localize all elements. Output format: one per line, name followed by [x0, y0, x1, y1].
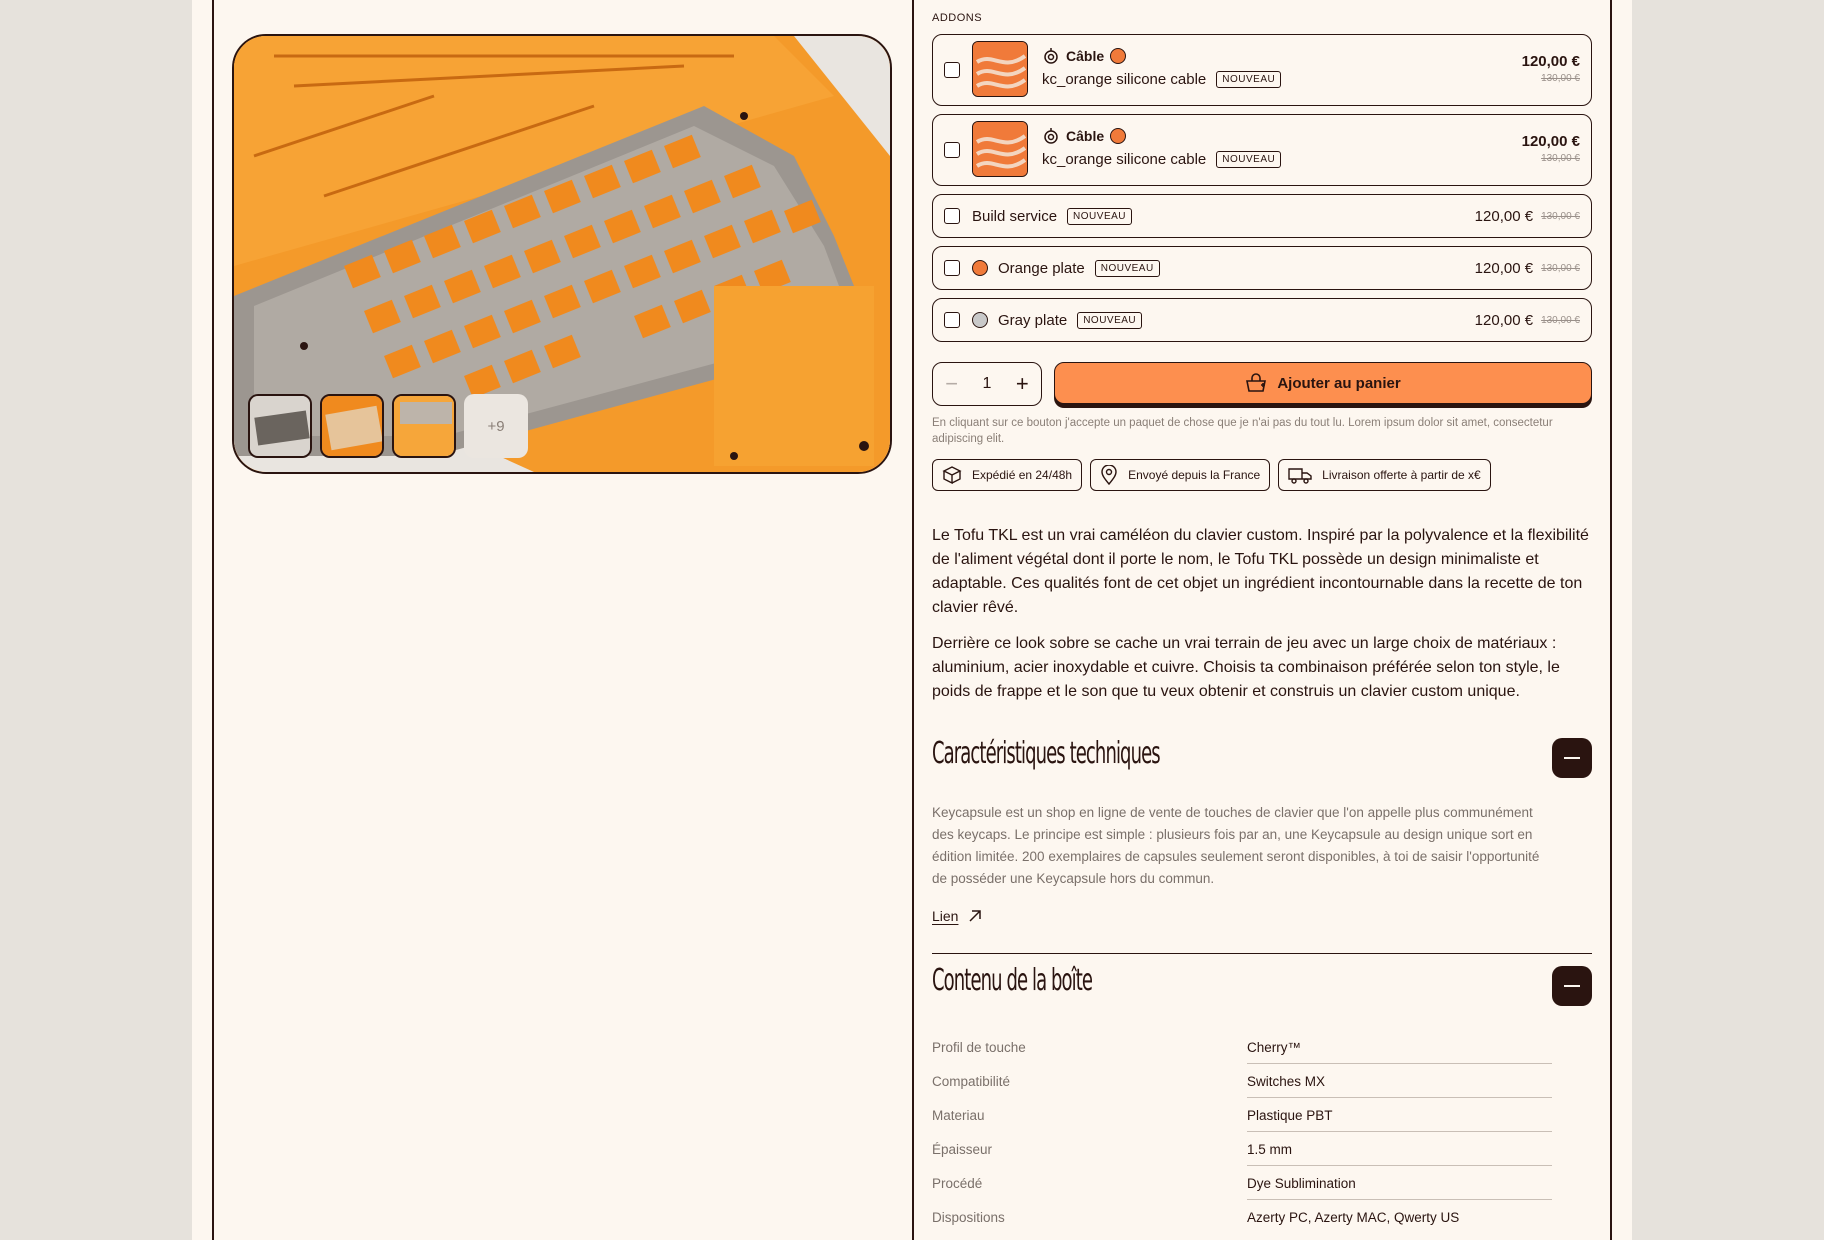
truck-icon: [1288, 466, 1312, 484]
addons-title: ADDONS: [932, 12, 983, 24]
addon-category: [1042, 47, 1126, 65]
feature-shipping-time: [932, 459, 1082, 491]
spec-row: [932, 1200, 1552, 1234]
thumbnail-2[interactable]: [320, 394, 384, 458]
spec-key: Dispositions: [932, 1209, 1005, 1225]
color-swatch: [972, 260, 988, 276]
spec-value: Plastique PBT: [1247, 1107, 1333, 1123]
thumbnail-strip: [248, 394, 528, 458]
new-badge: NOUVEAU: [1077, 312, 1142, 329]
spec-row: [932, 1030, 1552, 1064]
new-badge: NOUVEAU: [1067, 208, 1132, 225]
color-swatch: [1110, 48, 1126, 64]
addon-gray-plate[interactable]: [932, 298, 1592, 342]
spec-key: Compatibilité: [932, 1073, 1011, 1089]
spec-key: Profil de touche: [932, 1039, 1026, 1055]
price: 120,00 €: [1474, 311, 1534, 329]
thumbnail-3[interactable]: [392, 394, 456, 458]
old-price: 130,00 €: [1541, 153, 1580, 164]
quantity-value[interactable]: 1: [982, 375, 992, 392]
spec-table: [932, 1030, 1552, 1234]
spec-value: Switches MX: [1247, 1073, 1326, 1089]
addon-name-row: [1042, 71, 1281, 88]
feature-origin: [1090, 459, 1270, 491]
addon-checkbox[interactable]: [944, 312, 960, 328]
addon-price: [1475, 247, 1580, 289]
feature-label: Expédié en 24/48h: [972, 468, 1073, 482]
addon-checkbox[interactable]: [944, 260, 960, 276]
more-images-button[interactable]: +9: [464, 394, 528, 458]
new-badge: NOUVEAU: [1216, 151, 1281, 168]
collapse-box-button[interactable]: [1552, 966, 1592, 1006]
spec-row: [932, 1166, 1552, 1200]
cable-icon: [1042, 127, 1060, 145]
price: 120,00 €: [1474, 207, 1534, 225]
cart-icon: [1245, 373, 1267, 393]
description-paragraph: Derrière ce look sobre se cache un vrai terrain de jeu avec un large choix de matériaux : aluminium, acier inoxydable et cuivre. Choisis ta combinaison préférée selon ton style, le poids de frappe et le son que tu veux obtenir et construis un clavier custom unique.: [932, 635, 1560, 700]
addon-name: kc_orange silicone cable: [1042, 151, 1207, 168]
addon-orange-plate[interactable]: [932, 246, 1592, 290]
collapse-tech-button[interactable]: [1552, 738, 1592, 778]
color-swatch: [972, 312, 988, 328]
addon-checkbox[interactable]: [944, 142, 960, 158]
addon-cable-2[interactable]: [932, 114, 1592, 186]
addon-name: Orange plate: [998, 259, 1085, 277]
increment-button[interactable]: +: [1015, 371, 1029, 396]
spec-key: Materiau: [932, 1107, 985, 1123]
box-icon: [942, 466, 962, 484]
addon-name: kc_orange silicone cable: [1042, 71, 1207, 88]
column-divider: [912, 0, 914, 1240]
addon-checkbox[interactable]: [944, 208, 960, 224]
section-divider: [932, 953, 1592, 954]
spec-value: Azerty PC, Azerty MAC, Qwerty US: [1247, 1209, 1460, 1225]
spec-row: [932, 1064, 1552, 1098]
cart-disclaimer: En cliquant sur ce bouton j'accepte un paquet de chose que je n'ai pas du tout lu. Lorem ipsum dolor sit amet, consectetur adipiscing elit.: [932, 417, 1553, 445]
feature-free-delivery: [1278, 459, 1491, 491]
addon-category: [1042, 127, 1126, 145]
color-swatch: [1110, 128, 1126, 144]
addon-cable-1[interactable]: [932, 34, 1592, 106]
spec-row: [932, 1098, 1552, 1132]
addon-category-label: Câble: [1066, 128, 1105, 144]
product-description: [932, 524, 1592, 716]
product-gallery[interactable]: [232, 34, 892, 474]
description-paragraph: Le Tofu TKL est un vrai caméléon du clavier custom. Inspiré par la polyvalence et la flexibilité de l'aliment végétal dont il porte le nom, le Tofu TKL possède un design minimaliste et adaptable. Ces qualités font de cet objet un ingrédient incontournable dans la recette de ton clavier rêvé.: [932, 527, 1589, 616]
spec-key: Procédé: [932, 1175, 983, 1191]
add-to-cart-label: Ajouter au panier: [1277, 374, 1401, 392]
add-to-cart-button[interactable]: [1054, 362, 1592, 404]
old-price: 130,00 €: [1541, 314, 1580, 326]
tech-link[interactable]: [932, 908, 982, 924]
arrow-up-right-icon: [968, 909, 982, 923]
addon-name-row: [1042, 151, 1281, 168]
old-price: 130,00 €: [1541, 210, 1580, 222]
addon-price: [1475, 299, 1580, 341]
addon-name: Gray plate: [998, 311, 1068, 329]
addon-name: Build service: [972, 207, 1058, 225]
price: 120,00 €: [1521, 133, 1580, 150]
old-price: 130,00 €: [1541, 73, 1580, 84]
quantity-stepper: [932, 362, 1042, 406]
tech-description: Keycapsule est un shop en ligne de vente de touches de clavier que l'on appelle plus communément des keycaps. Le principe est simple : plusieurs fois par an, une Keycapsule au design unique sort en édition limitée. 200 exemplaires de capsules seulement seront disponibles, à toi de saisir l'opportunité de posséder une Keycapsule hors du commun.: [932, 805, 1540, 886]
addon-price: [1475, 195, 1580, 237]
spec-key: Épaisseur: [932, 1141, 993, 1157]
shipping-features: [932, 459, 1491, 491]
addon-build-service[interactable]: [932, 194, 1592, 238]
feature-label: Livraison offerte à partir de x€: [1322, 468, 1481, 482]
link-label: Lien: [932, 908, 959, 924]
cable-icon: [1042, 47, 1060, 65]
spec-value: 1.5 mm: [1247, 1141, 1293, 1157]
addon-price: [1522, 53, 1580, 84]
addon-checkbox[interactable]: [944, 62, 960, 78]
location-pin-icon: [1100, 465, 1118, 485]
new-badge: NOUVEAU: [1095, 260, 1160, 277]
spec-value: Cherry™: [1247, 1039, 1302, 1055]
spec-value: Dye Sublimination: [1247, 1175, 1356, 1191]
addon-category-label: Câble: [1066, 48, 1105, 64]
price: 120,00 €: [1521, 53, 1580, 70]
section-title-box: Contenu de la boîte: [932, 963, 1093, 998]
addon-image: [972, 121, 1028, 177]
section-title-tech: Caractéristiques techniques: [932, 736, 1160, 771]
spec-row: [932, 1132, 1552, 1166]
decrement-button[interactable]: −: [945, 371, 959, 396]
feature-label: Envoyé depuis la France: [1128, 468, 1261, 482]
old-price: 130,00 €: [1541, 262, 1580, 274]
thumbnail-1[interactable]: [248, 394, 312, 458]
new-badge: NOUVEAU: [1216, 71, 1281, 88]
price: 120,00 €: [1474, 259, 1534, 277]
addon-price: [1522, 133, 1580, 164]
addon-image: [972, 41, 1028, 97]
